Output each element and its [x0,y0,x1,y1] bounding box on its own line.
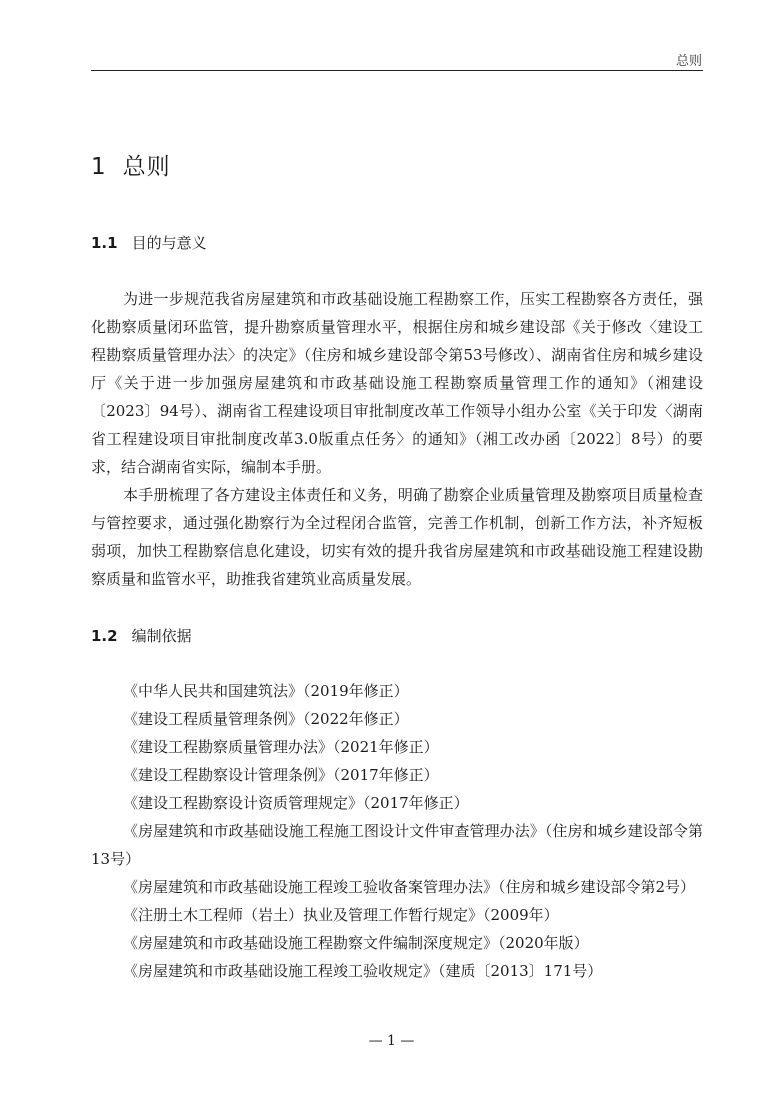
section-title-purpose [91,232,207,253]
section-title-basis [91,625,192,646]
chapter-number: 1 [91,154,107,180]
list-item: 《建设工程勘察设计资质管理规定》（2017年修正） [123,794,469,812]
purpose-body [91,285,703,593]
list-item: 《注册土木工程师（岩土）执业及管理工作暂行规定》（2009年） [123,906,559,924]
list-item: 《房屋建筑和市政基础设施工程勘察文件编制深度规定》（2020年版） [123,934,589,952]
section-number: 1.2 [91,627,118,645]
header-divider [91,70,703,71]
list-item: 《建设工程勘察设计管理条例》（2017年修正） [123,766,439,784]
list-item: 《建设工程勘察质量管理办法》（2021年修正） [123,738,439,756]
list-item: 《房屋建筑和市政基础设施工程施工图设计文件审查管理办法》（住房和城乡建设部令第13号） [91,822,703,868]
chapter-title [91,148,171,181]
list-item: 《中华人民共和国建筑法》（2019年修正） [123,682,409,700]
list-item: 《建设工程质量管理条例》（2022年修正） [123,710,409,728]
section-heading: 目的与意义 [131,234,207,252]
list-item: 《房屋建筑和市政基础设施工程竣工验收规定》（建质〔2013〕171号） [123,962,603,980]
basis-list [91,677,703,985]
section-number: 1.1 [91,234,118,252]
page-number: — 1 — [368,1033,415,1049]
section-heading: 编制依据 [131,627,192,645]
paragraph: 为进一步规范我省房屋建筑和市政基础设施工程勘察工作，压实工程勘察各方责任，强化勘察质量闭环监管，提升勘察质量管理水平，根据住房和城乡建设部《关于修改〈建设工程勘察质量管理办法〉的决定》（住房和城乡建设部令第53号修改）、湖南省住房和城乡建设厅《关于进一步加强房屋建筑和市政基础设施工程勘察质量管理工作的通知》（湘建设〔2023〕94号）、湖南省工程建设项目审批制度改革工作领导小组办公室《关于印发〈湖南省工程建设项目审批制度改革3.0版重点任务〉的通知》（湘工改办函〔2022〕8号）的要求，结合湖南省实际，编制本手册。 [91,290,703,476]
running-header: 总则 [675,54,702,69]
list-item: 《房屋建筑和市政基础设施工程竣工验收备案管理办法》（住房和城乡建设部令第2号） [123,878,696,896]
chapter-heading: 总则 [122,154,171,180]
paragraph: 本手册梳理了各方建设主体责任和义务，明确了勘察企业质量管理及勘察项目质量检查与管控要求，通过强化勘察行为全过程闭合监管，完善工作机制，创新工作方法，补齐短板弱项，加快工程勘察信息化建设，切实有效的提升我省房屋建筑和市政基础设施工程建设勘察质量和监管水平，助推我省建筑业高质量发展。 [91,486,703,588]
